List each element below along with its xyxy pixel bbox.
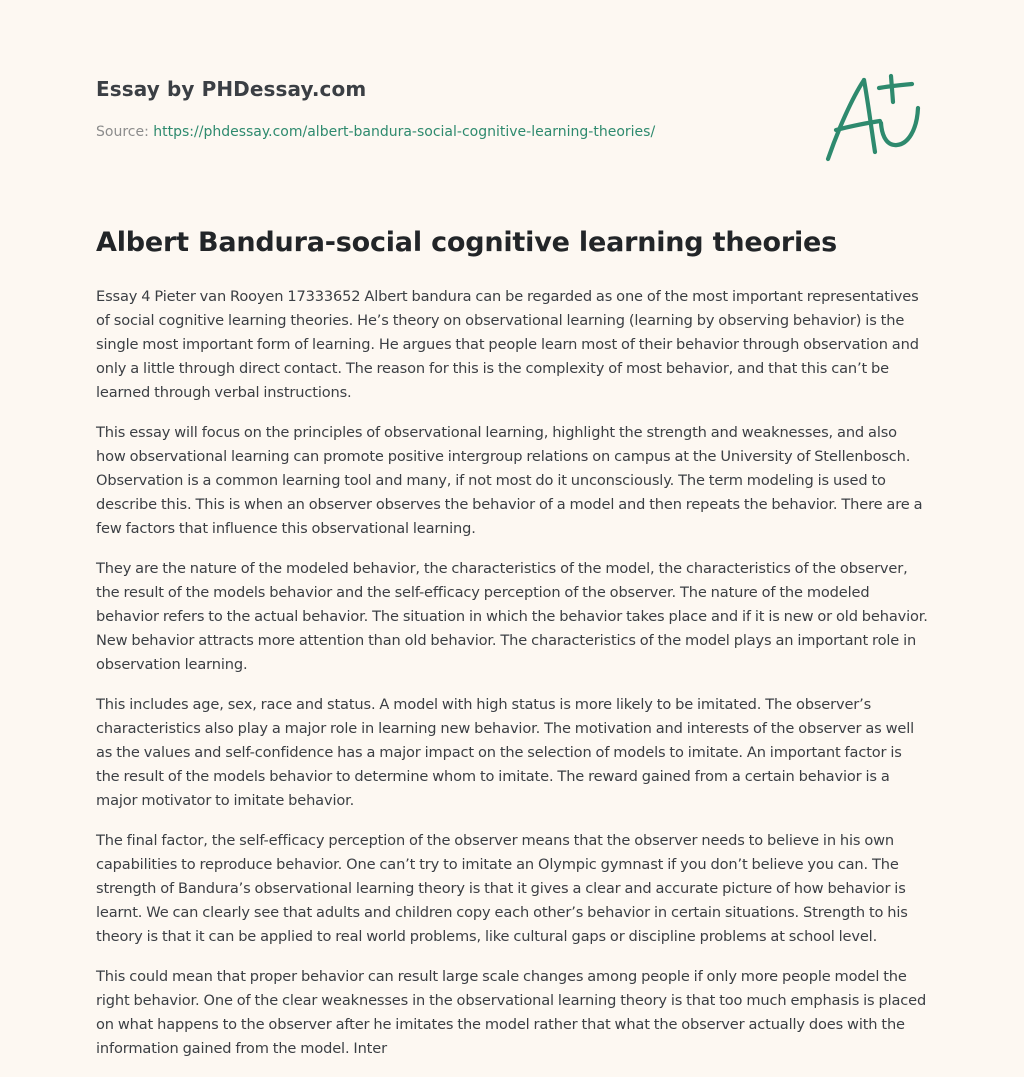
essay-body [96, 285, 928, 1077]
site-title: Essay by PHDessay.com [96, 77, 367, 101]
essay-paragraph: Essay 4 Pieter van Rooyen 17333652 Albert bandura can be regarded as one of the most important representatives of social cognitive learning theories. He’s theory on observational learning (learning by observing behavior) is the single most important form of learning. He argues that people learn most of their behavior through observation and only a little through direct contact. The reason for this is the complexity of most behavior, and that this can’t be learned through verbal instructions. [96, 288, 919, 401]
essay-paragraph: The final factor, the self-efficacy perception of the observer means that the observer needs to believe in his own capabilities to reproduce behavior. One can’t try to imitate an Olympic gymnast if you don’t believe you can. The strength of Bandura’s observational learning theory is that it gives a clear and accurate picture of how behavior is learnt. We can clearly see that adults and children copy each other’s behavior in certain situations. Strength to his theory is that it can be applied to real world problems, like cultural gaps or discipline problems at school level. [96, 832, 908, 945]
essay-paragraph: This includes age, sex, race and status. A model with high status is more likely to be imitated. The observer’s characteristics also play a major role in learning new behavior. The motivation and interests of the observer as well as the values and self-confidence has a major impact on the selection of models to imitate. An important factor is the result of the models behavior to determine whom to imitate. The reward gained from a certain behavior is a major motivator to imitate behavior. [96, 696, 915, 809]
essay-paragraph: This essay will focus on the principles of observational learning, highlight the strength and weaknesses, and also how observational learning can promote positive intergroup relations on campus at the University of Stellenbosch. Observation is a common learning tool and many, if not most do it unconsciously. The term modeling is used to describe this. This is when an observer observes the behavior of a model and then repeats the behavior. There are a few factors that influence this observational learning. [96, 424, 923, 537]
a-plus-logo-icon [822, 68, 926, 164]
source-line [96, 124, 655, 140]
essay-title: Albert Bandura-social cognitive learning theories [96, 227, 837, 258]
source-label: Source: [96, 124, 149, 140]
source-link[interactable]: https://phdessay.com/albert-bandura-social-cognitive-learning-theories/ [153, 124, 656, 140]
essay-paragraph: This could mean that proper behavior can result large scale changes among people if only more people model the right behavior. One of the clear weaknesses in the observational learning theory is that too much emphasis is placed on what happens to the observer after he imitates the model rather that what the observer actually does with the information gained from the model. Inter [96, 968, 927, 1057]
essay-paragraph: They are the nature of the modeled behavior, the characteristics of the model, the characteristics of the observer, the result of the models behavior and the self-efficacy perception of the observer. The nature of the modeled behavior refers to the actual behavior. The situation in which the behavior takes place and if it is new or old behavior. New behavior attracts more attention than old behavior. The characteristics of the model plays an important role in observation learning. [96, 560, 928, 673]
